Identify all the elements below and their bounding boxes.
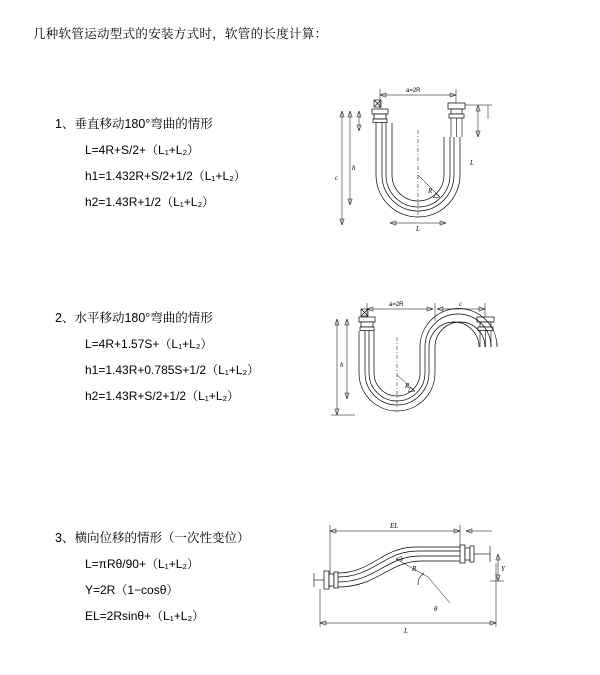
svg-text:c: c [335, 174, 339, 182]
svg-text:c: c [459, 300, 463, 308]
section-3-formula-1: L=πRθ/90+（L₁+L₂） [85, 557, 200, 571]
section-2-text [55, 305, 259, 409]
section-2-figure [315, 287, 525, 447]
section-1-formula-1: L=4R+S/2+（L₁+L₂） [85, 143, 200, 157]
section-3 [0, 515, 600, 655]
flange-left [359, 317, 375, 331]
svg-text:L: L [470, 159, 474, 167]
svg-text:θ: θ [434, 605, 438, 613]
intro-text: 几种软管运动型式的安装方式时，软管的长度计算： [33, 27, 328, 41]
section-1-formula-3: h2=1.43R+1/2（L₁+L₂） [85, 195, 215, 209]
section-2-formula-3: h2=1.43R+S/2+1/2（L₁+L₂） [85, 389, 240, 403]
flange-right-3 [460, 545, 490, 563]
section-1 [0, 88, 600, 265]
svg-text:R: R [428, 187, 433, 195]
flange-left-3 [314, 571, 338, 589]
svg-text:h: h [352, 164, 356, 172]
svg-text:R: R [412, 565, 417, 573]
svg-text:a=2R: a=2R [389, 302, 404, 308]
section-2-formula-2: h1=1.43R+0.785S+1/2（L₁+L₂） [85, 363, 260, 377]
section-3-title: 3、横向位移的情形（一次性变位） [55, 531, 250, 545]
flange-top-right [448, 103, 465, 137]
svg-text:R: R [405, 382, 410, 390]
section-3-formula-2: Y=2R（1−cosθ） [85, 583, 179, 597]
hose-body-3 [338, 547, 460, 587]
section-3-text [55, 525, 249, 629]
svg-text:h: h [340, 361, 344, 369]
flange-right [477, 317, 494, 347]
svg-text:L: L [416, 225, 420, 233]
svg-text:a=2R: a=2R [406, 88, 421, 94]
section-2 [0, 295, 600, 455]
section-1-figure [320, 75, 520, 265]
hose-body-2 [359, 309, 497, 411]
section-3-formula-3: EL=2Rsinθ+（L₁+L₂） [85, 609, 205, 623]
section-2-formula-1: L=4R+1.57S+（L₁+L₂） [85, 337, 213, 351]
section-2-title: 2、水平移动180°弯曲的情形 [55, 311, 213, 325]
section-1-formula-2: h1=1.432R+S/2+1/2（L₁+L₂） [85, 169, 246, 183]
section-3-figure [300, 515, 520, 645]
svg-text:L: L [404, 627, 408, 635]
svg-text:Y: Y [501, 565, 505, 573]
section-1-title: 1、垂直移动180°弯曲的情形 [55, 117, 213, 131]
svg-text:EL: EL [390, 522, 399, 530]
section-1-text [55, 111, 246, 215]
flange-top-left [372, 109, 388, 123]
